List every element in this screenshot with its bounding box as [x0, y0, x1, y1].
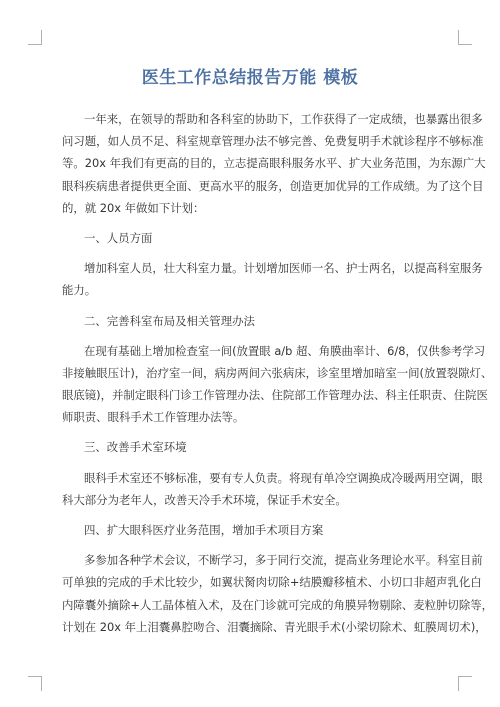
crop-mark-bottom-left: [28, 676, 42, 677]
paragraph-line: 可单独的完成的手术比较少，如翼状胬肉切除+结膜瓣移植术、小切口非超声乳化白: [62, 575, 482, 590]
section-layout: [62, 310, 493, 429]
paragraph-line: 内障囊外摘除+人工晶体植入术，及在门诊就可完成的角膜异物剔除、麦粒肿切除等，: [62, 597, 493, 612]
section-expansion: [62, 519, 493, 638]
paragraph-line: 眼科疾病患者提供更全面、更高水平的服务，创造更加优异的工作成绩。为了这个目: [62, 178, 484, 193]
crop-mark-top-left: [41, 30, 42, 45]
paragraph-line: 眼科手术室还不够标准，要有专人负责。将现有单冷空调换成冷暖两用空调，眼: [84, 470, 483, 485]
document-body: [62, 108, 493, 638]
crop-mark-top-left: [28, 44, 42, 45]
paragraph-line: 师职责、眼科手术工作管理办法等。: [62, 410, 245, 425]
section-heading: 一、人员方面: [84, 230, 153, 245]
crop-mark-top-right: [458, 44, 472, 45]
paragraph-line: 非接触眼压计)，治疗室一间，病房两间六张病床，诊室里增加暗室一间(放置裂隙灯、: [62, 365, 493, 380]
section-operating-room: [62, 436, 483, 511]
paragraph-line: 多参加各种学术会议，不断学习，多于同行交流，提高业务理论水平。科室目前: [84, 553, 483, 568]
section-heading: 二、完善科室布局及相关管理办法: [84, 313, 255, 328]
section-heading: 四、扩大眼科医疗业务范围，增加手术项目方案: [84, 523, 324, 537]
paragraph-line: 眼底镜)，并制定眼科门诊工作管理办法、住院部工作管理办法、科主任职责、住院医: [62, 388, 488, 403]
crop-mark-bottom-right: [458, 676, 459, 691]
paragraph-line: 科大部分为老年人，改善天冷手术环境，保证手术安全。: [62, 492, 347, 507]
paragraph-line: 等。20x 年我们有更高的目的，立志提高眼科服务水平、扩大业务范围，为东源广大: [62, 156, 486, 171]
crop-mark-top-right: [458, 30, 459, 45]
paragraph-line: 增加科室人员，壮大科室力量。计划增加医师一名、护士两名，以提高科室服务: [84, 261, 483, 276]
section-personnel: [62, 227, 483, 302]
document-title: 医生工作总结报告万能 模板: [141, 68, 359, 88]
paragraph-line: 在现有基础上增加检查室一间(放置眼 a/b 超、角膜曲率计、6/8，仅供参考学习: [84, 343, 486, 358]
paragraph-line: 问习题，如人员不足、科室规章管理办法不够完善、免费复明手术就诊程序不够标准: [62, 134, 484, 149]
crop-mark-bottom-left: [41, 676, 42, 691]
paragraph-line: 一年来，在领导的帮助和各科室的协助下，工作获得了一定成绩，也暴露出很多: [84, 112, 483, 126]
intro-paragraph: [62, 108, 486, 219]
crop-mark-bottom-right: [458, 676, 472, 677]
paragraph-line: 计划在 20x 年上泪囊鼻腔吻合、泪囊摘除、青光眼手术(小梁切除术、虹膜周切术)，: [62, 619, 487, 634]
paragraph-line: 能力。: [62, 283, 97, 298]
paragraph-line: 的，就 20x 年做如下计划：: [62, 200, 205, 215]
section-heading: 三、改善手术室环境: [84, 440, 187, 455]
